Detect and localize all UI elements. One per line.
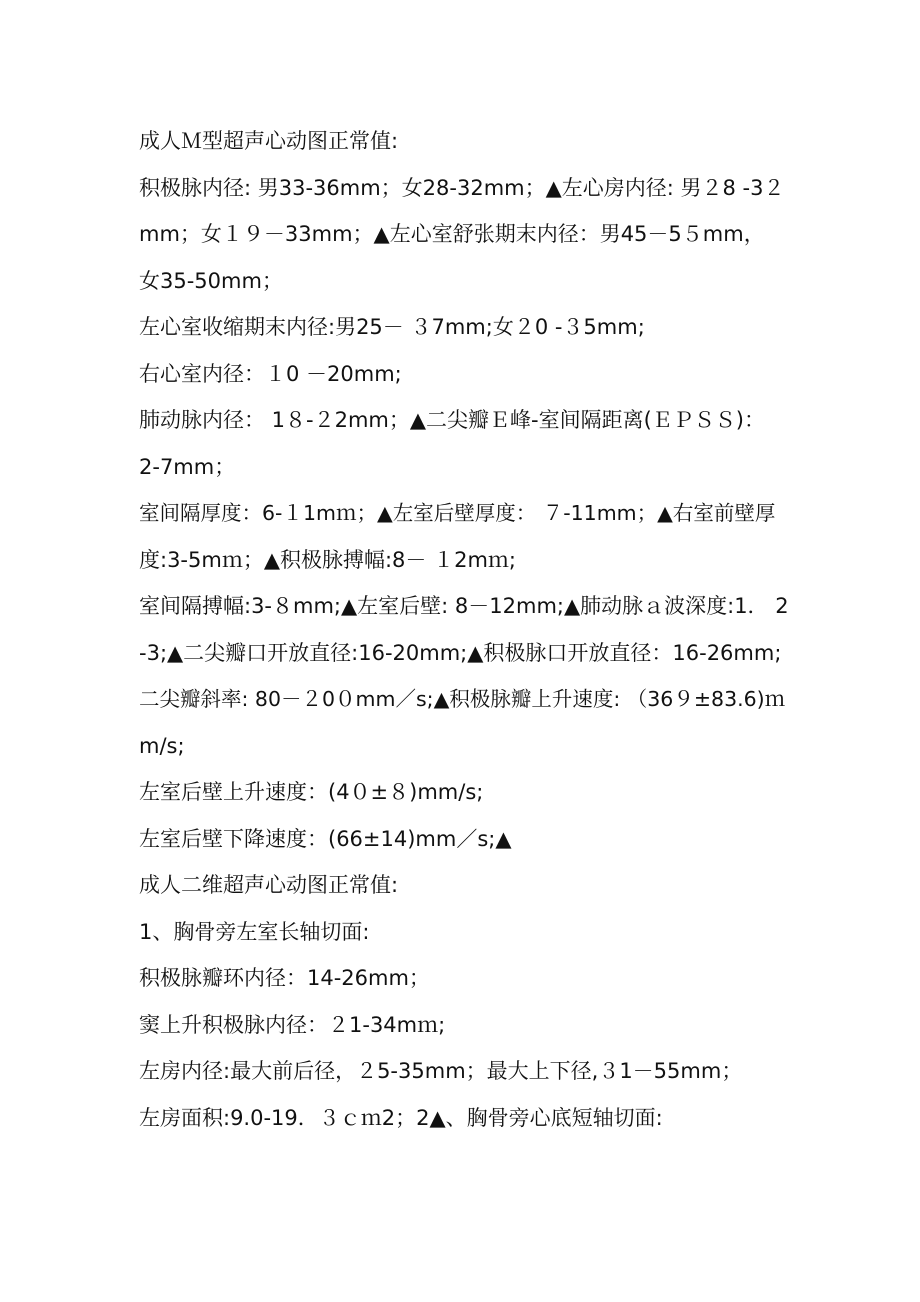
document-line: 窦上升积极脉内径：２1-34mｍ; [139, 1012, 446, 1037]
document-line: 肺动脉内径： 1８-２2mm；▲二尖瓣Ｅ峰-室间隔距离(ＥＰＳＳ)： [139, 408, 765, 432]
document-line: 左室后壁下降速度：(66±14)mm／s;▲ [139, 826, 512, 851]
document-line: -3;▲二尖瓣口开放直径:16-20mm;▲积极脉口开放直径：16-26mm; [139, 640, 782, 665]
document-line: 左房内径:最大前后径，２5-35mm；最大上下径,３1－55mm； [139, 1059, 743, 1083]
document-line: 积极脉内径: 男33-36mm；女28-32mm；▲左心房内径: 男２8 -3２ [139, 175, 785, 200]
document-line: 积极脉瓣环内径：14-26mm； [139, 966, 430, 990]
document-line: 室间隔搏幅:3-８mm;▲左室后壁: 8－12mm;▲肺动脉ａ波深度:1． 2 [139, 594, 789, 618]
document-body [139, 118, 789, 1141]
document-line: 成人Ｍ型超声心动图正常值: [139, 129, 399, 153]
document-line: 右心室内径：１0 －20mm; [139, 361, 402, 386]
document-line: 左房面积:9.0-19．３ｃｍ2；2▲、胸骨旁心底短轴切面: [139, 1105, 663, 1130]
document-line: m/s; [139, 733, 185, 758]
document-line: 度:3-5mｍ；▲积极脉搏幅:8－ １2mｍ; [139, 547, 516, 572]
document-line: mm；女１９－33mm；▲左心室舒张期末内径：男45－5５mm， [139, 222, 765, 246]
document-line: 2-7mm； [139, 454, 236, 479]
document-line: 女35-50mm； [139, 268, 283, 293]
document-line: 1、胸骨旁左室长轴切面: [139, 919, 370, 944]
document-line: 二尖瓣斜率: 80－２0０mm／s;▲积极脉瓣上升速度: （36９±83.6)ｍ [139, 687, 786, 711]
document-line: 左心室收缩期末内径:男25－ ３7mm;女２0 -３5mm; [139, 315, 645, 339]
document-line: 室间隔厚度：6-１1mｍ；▲左室后壁厚度： ７-11mm；▲右室前壁厚 [139, 501, 776, 525]
document-line: 左室后壁上升速度：(4０±８)mm/s; [139, 780, 484, 804]
document-line: 成人二维超声心动图正常值: [139, 873, 399, 897]
